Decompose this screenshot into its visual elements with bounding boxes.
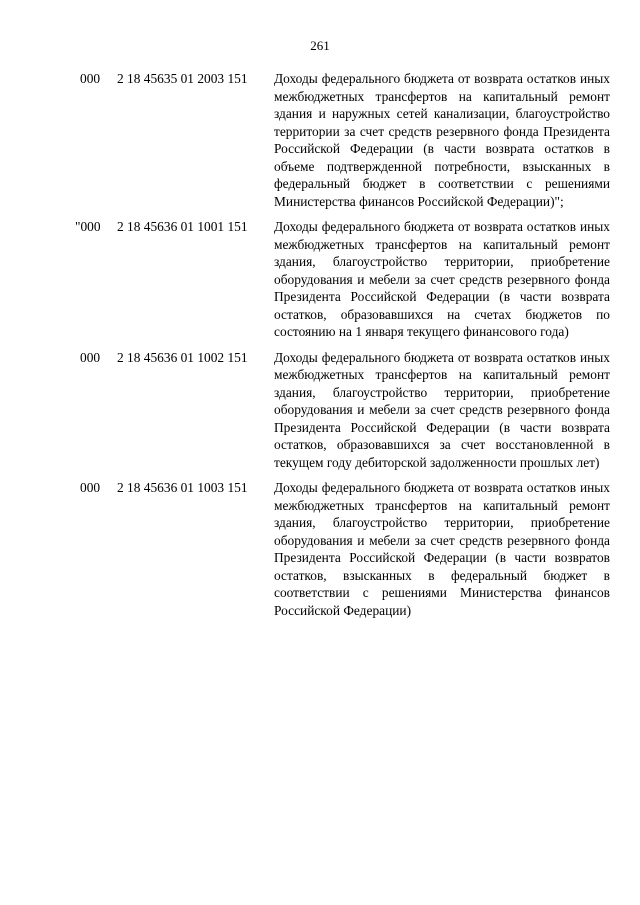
budget-classification-code: 2 18 45635 01 2003 151	[117, 71, 248, 86]
revenue-description: Доходы федерального бюджета от возврата остатков иных межбюджетных трансфертов на капитальный ремонт здания, благоустройство территории, приобретение оборудования и мебели за счет средств резервного фонда Президента Российской Федерации (в части возврата остатков, образовавшихся на счетах бюджетов по состоянию на 1 января текущего финансового года)	[274, 219, 610, 339]
budget-classification-code: 2 18 45636 01 1002 151	[117, 349, 248, 365]
budget-classification-code: 2 18 45636 01 1003 151	[117, 480, 248, 495]
admin-code: "000	[75, 219, 101, 234]
table-row	[0, 479, 640, 619]
page-number: 261	[310, 38, 330, 53]
revenue-description: Доходы федерального бюджета от возврата остатков иных межбюджетных трансфертов на капитальный ремонт здания, благоустройство территории, приобретение оборудования и мебели за счет средств резервного фонда Президента Российской Федерации (в части возврата остатков, образовавшихся за счет восстановленной в текущем году дебиторской задолженности прошлых лет)	[274, 349, 610, 470]
table-row	[0, 218, 640, 341]
budget-classification-code: 2 18 45636 01 1001 151	[117, 219, 248, 234]
table-row	[0, 349, 640, 472]
table-row	[0, 70, 640, 210]
revenue-description: Доходы федерального бюджета от возврата остатков иных межбюджетных трансфертов на капитальный ремонт здания, благоустройство территории, приобретение оборудования и мебели за счет средств резервного фонда Президента Российской Федерации (в части возвратов остатков, взысканных в федеральный бюджет в соответствии с решениями Министерства финансов Российской Федерации)	[274, 480, 610, 618]
admin-code: 000	[80, 71, 101, 86]
budget-code-table	[0, 70, 640, 619]
admin-code: 000	[80, 480, 101, 495]
revenue-description: Доходы федерального бюджета от возврата остатков иных межбюджетных трансфертов на капитальный ремонт здания и наружных сетей канализации, благоустройство территории за счет средств резервного фонда Президента Российской Федерации (в части возврата остатков в объеме подтвержденной потребности, взысканных в федеральный бюджет в соответствии с решениями Министерства финансов Российской Федерации)";	[274, 71, 610, 209]
admin-code: 000	[80, 349, 101, 365]
